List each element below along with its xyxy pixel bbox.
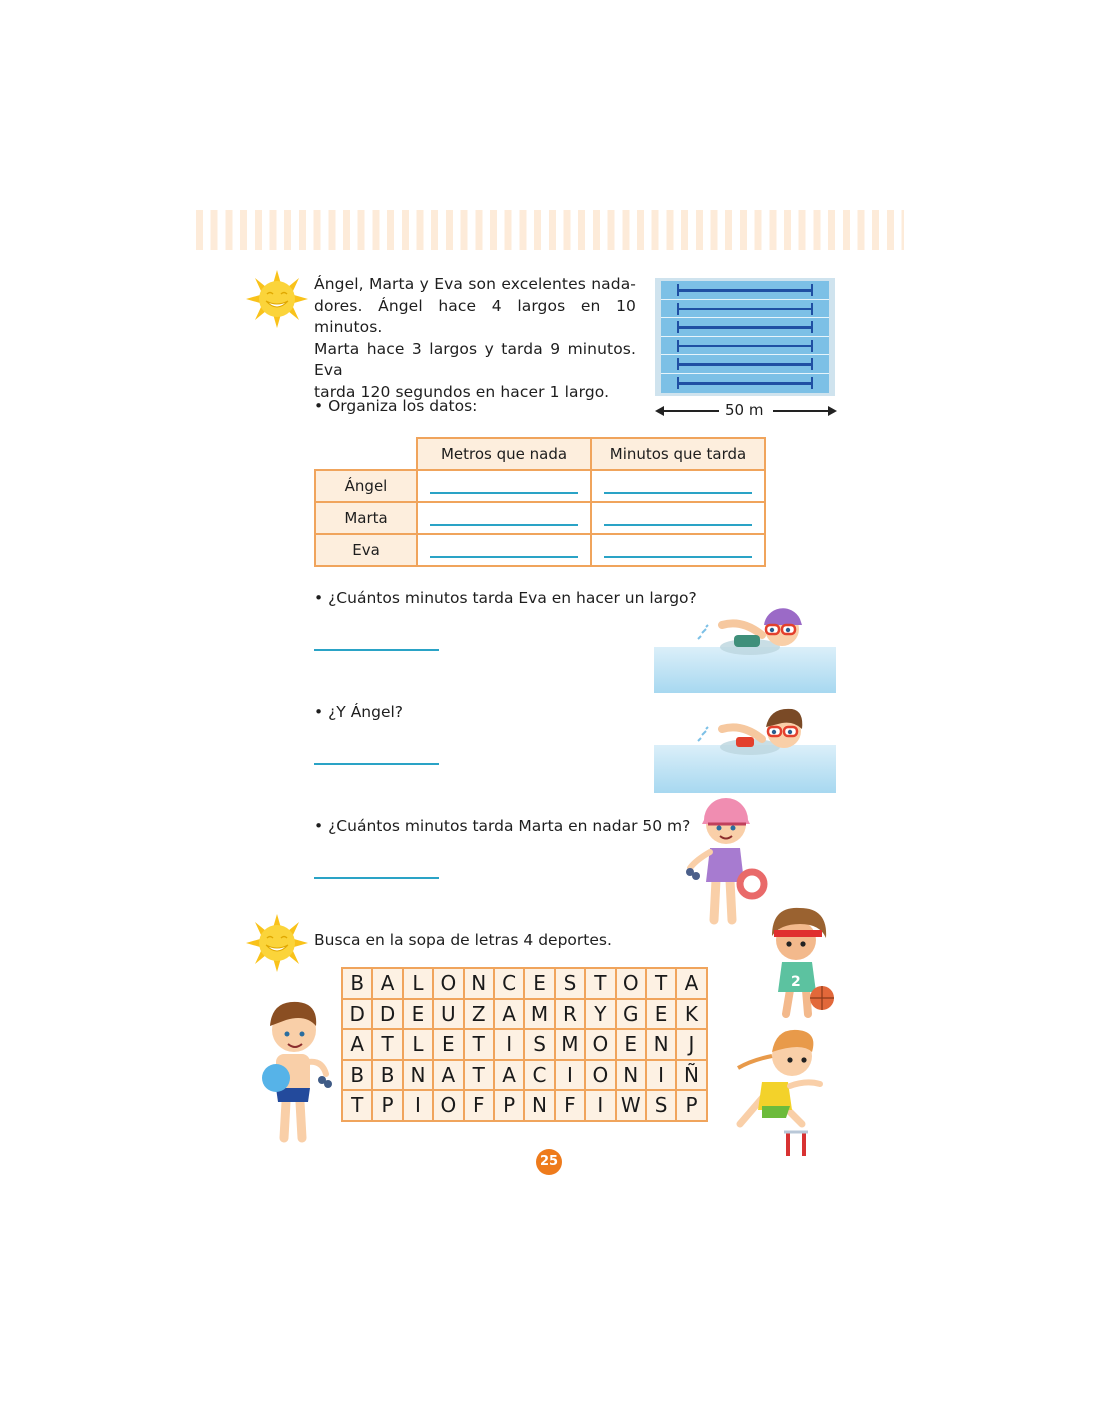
word-search-cell[interactable]: S	[646, 1090, 676, 1121]
word-search-cell[interactable]: T	[585, 968, 615, 999]
word-search-cell[interactable]: I	[555, 1060, 585, 1091]
word-search-row	[342, 968, 707, 999]
word-search-cell[interactable]: Z	[464, 999, 494, 1030]
word-search-cell[interactable]: B	[372, 1060, 402, 1091]
word-search-cell[interactable]: A	[494, 999, 524, 1030]
word-search-grid	[341, 967, 708, 1122]
answer-line-marta[interactable]	[314, 877, 439, 879]
word-search-cell[interactable]: S	[524, 1029, 554, 1060]
header-minutos: Minutos que tarda	[591, 438, 765, 470]
table-corner	[315, 438, 417, 470]
word-search-cell[interactable]: J	[676, 1029, 706, 1060]
table-row	[315, 470, 765, 502]
pool-lane	[661, 374, 829, 393]
word-search-cell[interactable]: T	[646, 968, 676, 999]
word-search-cell[interactable]: A	[494, 1060, 524, 1091]
word-search-cell[interactable]: Ñ	[676, 1060, 706, 1091]
word-search-cell[interactable]: E	[403, 999, 433, 1030]
question-angel: • ¿Y Ángel?	[314, 703, 404, 721]
swimmer-girl-illustration	[654, 603, 836, 693]
sun-icon	[246, 914, 308, 972]
word-search-cell[interactable]: K	[676, 999, 706, 1030]
word-search-cell[interactable]: E	[524, 968, 554, 999]
word-search-cell[interactable]: T	[342, 1090, 372, 1121]
word-search-cell[interactable]: N	[464, 968, 494, 999]
answer-cell-minutos[interactable]	[591, 502, 765, 534]
word-search-cell[interactable]: A	[372, 968, 402, 999]
pool-lane	[661, 355, 829, 374]
word-search-cell[interactable]: N	[616, 1060, 646, 1091]
svg-text:2: 2	[791, 974, 801, 990]
pool-lane	[661, 281, 829, 300]
word-search-cell[interactable]: T	[372, 1029, 402, 1060]
table-row	[315, 534, 765, 566]
word-search-cell[interactable]: A	[433, 1060, 463, 1091]
word-search-cell[interactable]: O	[433, 1090, 463, 1121]
answer-cell-metros[interactable]	[417, 534, 591, 566]
answer-cell-metros[interactable]	[417, 470, 591, 502]
word-search-cell[interactable]: E	[433, 1029, 463, 1060]
word-search-row	[342, 1090, 707, 1121]
word-search-cell[interactable]: O	[433, 968, 463, 999]
word-search-cell[interactable]: D	[342, 999, 372, 1030]
word-search-cell[interactable]: O	[616, 968, 646, 999]
row-label: Ángel	[315, 470, 417, 502]
word-search-cell[interactable]: I	[494, 1029, 524, 1060]
word-search-cell[interactable]: E	[616, 1029, 646, 1060]
word-search-cell[interactable]: C	[524, 1060, 554, 1091]
word-search-cell[interactable]: B	[342, 968, 372, 999]
word-search-cell[interactable]: T	[464, 1029, 494, 1060]
pool-diagram	[655, 278, 835, 396]
word-search-row	[342, 1060, 707, 1091]
word-search-cell[interactable]: C	[494, 968, 524, 999]
answer-line-eva[interactable]	[314, 649, 439, 651]
word-search-cell[interactable]: L	[403, 1029, 433, 1060]
word-search-cell[interactable]: A	[676, 968, 706, 999]
word-search-cell[interactable]: M	[524, 999, 554, 1030]
page-number: 25	[536, 1149, 562, 1175]
word-search-cell[interactable]: P	[676, 1090, 706, 1121]
data-table	[314, 437, 766, 567]
word-search-cell[interactable]: O	[585, 1029, 615, 1060]
word-search-cell[interactable]: F	[464, 1090, 494, 1121]
pool-lane	[661, 318, 829, 337]
word-search-cell[interactable]: G	[616, 999, 646, 1030]
word-search-cell[interactable]: A	[342, 1029, 372, 1060]
row-label: Marta	[315, 502, 417, 534]
answer-cell-minutos[interactable]	[591, 470, 765, 502]
boy-with-ball-illustration	[250, 992, 338, 1144]
problem-text-line: Ángel, Marta y Eva son excelentes nada-	[314, 275, 636, 293]
word-search-cell[interactable]: T	[464, 1060, 494, 1091]
hurdler-girl-illustration	[734, 1026, 834, 1162]
question-marta: • ¿Cuántos minutos tarda Marta en nadar 50 m?	[314, 817, 691, 835]
word-search-cell[interactable]: E	[646, 999, 676, 1030]
word-search-cell[interactable]: F	[555, 1090, 585, 1121]
sun-icon	[246, 270, 308, 328]
word-search-cell[interactable]: W	[616, 1090, 646, 1121]
word-search-cell[interactable]: D	[372, 999, 402, 1030]
answer-line-angel[interactable]	[314, 763, 439, 765]
problem-text-line: dores. Ángel hace 4 largos en 10 minutos.	[314, 296, 636, 336]
word-search-cell[interactable]: I	[646, 1060, 676, 1091]
pool-length-measure	[655, 401, 837, 421]
word-search-cell[interactable]: B	[342, 1060, 372, 1091]
word-search-cell[interactable]: M	[555, 1029, 585, 1060]
word-search-cell[interactable]: Y	[585, 999, 615, 1030]
table-row	[315, 502, 765, 534]
problem-text-line: Marta hace 3 largos y tarda 9 minutos. Eva	[314, 339, 636, 379]
question-eva: • ¿Cuántos minutos tarda Eva en hacer un largo?	[314, 589, 697, 607]
row-label: Eva	[315, 534, 417, 566]
word-search-cell[interactable]: R	[555, 999, 585, 1030]
word-search-cell[interactable]: N	[646, 1029, 676, 1060]
word-search-cell[interactable]: I	[585, 1090, 615, 1121]
word-search-cell[interactable]: N	[403, 1060, 433, 1091]
word-search-cell[interactable]: S	[555, 968, 585, 999]
organize-prompt: • Organiza los datos:	[314, 397, 478, 415]
pool-length-label: 50 m	[725, 401, 764, 419]
pool-lane	[661, 300, 829, 319]
problem-text	[314, 274, 636, 403]
answer-cell-metros[interactable]	[417, 502, 591, 534]
arrow-right-icon	[828, 406, 837, 416]
word-search-cell[interactable]: U	[433, 999, 463, 1030]
pool-lane	[661, 337, 829, 356]
word-search-row	[342, 999, 707, 1030]
word-search-row	[342, 1029, 707, 1060]
basketball-player-illustration	[756, 906, 844, 1024]
word-search-cell[interactable]: P	[372, 1090, 402, 1121]
answer-cell-minutos[interactable]	[591, 534, 765, 566]
decorative-stripe-band	[196, 210, 904, 250]
problem-text-line: tarda 120 segundos en hacer 1 largo.	[314, 382, 610, 401]
word-search-cell[interactable]: N	[524, 1090, 554, 1121]
header-metros: Metros que nada	[417, 438, 591, 470]
word-search-cell[interactable]: I	[403, 1090, 433, 1121]
word-search-cell[interactable]: O	[585, 1060, 615, 1091]
word-search-prompt: Busca en la sopa de letras 4 deportes.	[314, 931, 612, 949]
word-search-cell[interactable]: P	[494, 1090, 524, 1121]
word-search-cell[interactable]: L	[403, 968, 433, 999]
